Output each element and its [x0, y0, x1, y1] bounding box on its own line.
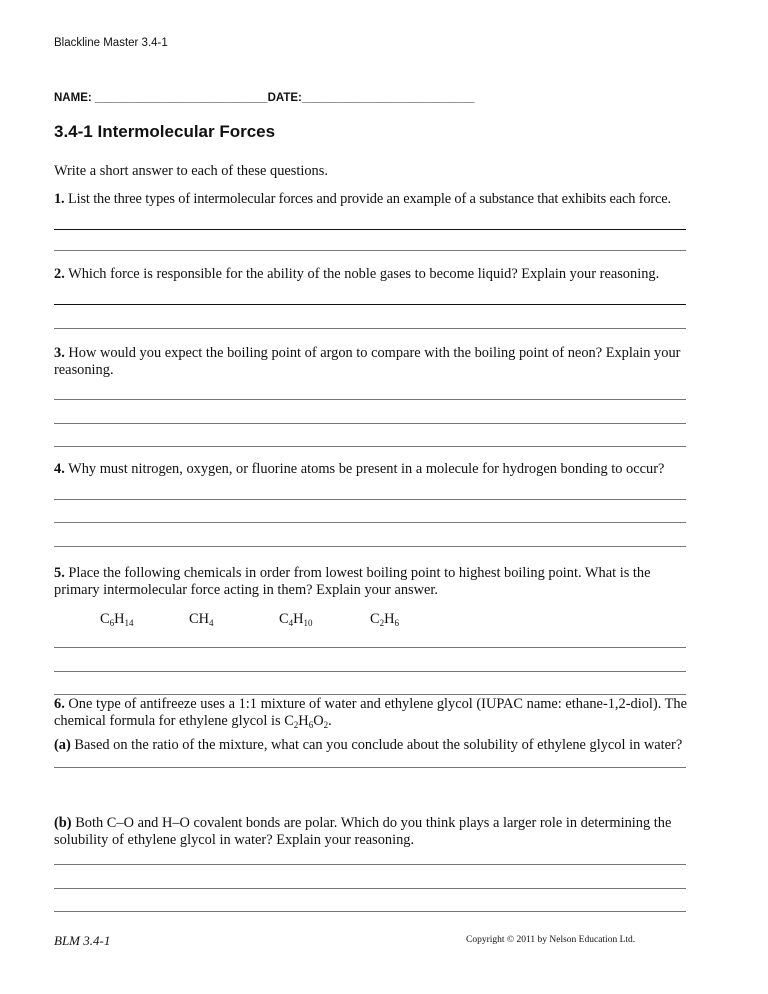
answer-line — [54, 694, 686, 695]
formula-part: H — [114, 611, 125, 627]
formula-subscript: 2 — [323, 720, 329, 730]
formula-subscript: 6 — [109, 618, 115, 628]
question-text: Place the following chemicals in order from lowest boiling point to highest boiling point. What is the primary intermolecular force acting in them? Explain your answer. — [54, 565, 651, 598]
question-number: 2. — [54, 266, 65, 282]
question-number: 3. — [54, 345, 65, 361]
answer-line — [54, 522, 686, 523]
part-label: (b) — [54, 815, 72, 831]
formula-part: CH — [189, 611, 209, 627]
answer-line — [54, 911, 686, 912]
formula-methane — [189, 611, 214, 628]
question-number: 6. — [54, 696, 65, 712]
answer-line — [54, 864, 686, 865]
formula-ethane — [370, 611, 399, 628]
formula-part: C — [284, 713, 294, 729]
question-1 — [54, 191, 694, 208]
formula-butane — [279, 611, 313, 628]
question-4 — [54, 461, 694, 478]
question-number: 4. — [54, 461, 65, 477]
formula-subscript: 4 — [209, 618, 214, 628]
part-text: Both C–O and H–O covalent bonds are polar. Which do you think plays a larger role in determining the solubility of ethylene glycol in water? Explain your reasoning. — [54, 815, 672, 848]
formula-row — [54, 611, 694, 628]
worksheet-body — [54, 163, 694, 912]
part-text: Based on the ratio of the mixture, what can you conclude about the solubility of ethylene glycol in water? — [74, 737, 683, 753]
question-6a — [54, 737, 694, 754]
question-text: Which force is responsible for the ability of the noble gases to become liquid? Explain your reasoning. — [68, 266, 660, 282]
formula-subscript: 10 — [303, 618, 313, 628]
question-3 — [54, 345, 694, 379]
answer-line — [54, 671, 686, 672]
page-title: 3.4-1 Intermolecular Forces — [54, 122, 276, 141]
answer-line — [54, 546, 686, 547]
date-field: DATE:___________________________ — [267, 92, 475, 104]
question-2 — [54, 266, 694, 283]
formula-part: H — [384, 611, 395, 627]
name-field: NAME: ___________________________ — [54, 92, 268, 104]
question-6b — [54, 815, 694, 849]
formula-subscript: 2 — [293, 720, 299, 730]
answer-line — [54, 446, 686, 447]
answer-line — [54, 767, 686, 768]
formula-subscript: 6 — [394, 618, 400, 628]
question-text: How would you expect the boiling point of argon to compare with the boiling point of neon? Explain your reasoning. — [54, 345, 681, 378]
formula-part: H — [293, 611, 304, 627]
formula-hexane — [100, 611, 134, 628]
formula-subscript: 4 — [288, 618, 294, 628]
formula-subscript: 2 — [379, 618, 385, 628]
formula-part: H — [298, 713, 309, 729]
answer-line — [54, 304, 686, 305]
formula-part: C — [370, 611, 380, 627]
name-date-fields — [54, 92, 475, 104]
footer-copyright: Copyright © 2011 by Nelson Education Ltd. — [466, 935, 636, 945]
answer-line — [54, 888, 686, 889]
answer-line — [54, 647, 686, 648]
answer-line — [54, 229, 686, 230]
part-label: (a) — [54, 737, 71, 753]
question-number: 5. — [54, 565, 65, 581]
formula-part: O — [313, 713, 324, 729]
question-5 — [54, 565, 694, 599]
answer-line — [54, 250, 686, 251]
question-text: One type of antifreeze uses a 1:1 mixture of water and ethylene glycol (IUPAC name: ethane-1,2-diol). The chemical formula for ethylene glycol is — [54, 696, 687, 729]
formula-part: . — [328, 713, 332, 729]
formula-part: C — [279, 611, 289, 627]
formula-subscript: 6 — [308, 720, 314, 730]
answer-line — [54, 399, 686, 400]
question-6 — [54, 696, 694, 730]
formula-subscript: 14 — [124, 618, 134, 628]
answer-line — [54, 328, 686, 329]
footer-blm-label: BLM 3.4-1 — [54, 933, 111, 948]
question-number: 1. — [54, 191, 65, 207]
answer-line — [54, 423, 686, 424]
answer-line — [54, 499, 686, 500]
blackline-master-label: Blackline Master 3.4-1 — [54, 37, 168, 49]
formula-part: C — [100, 611, 110, 627]
instructions: Write a short answer to each of these questions. — [54, 163, 328, 179]
question-text: List the three types of intermolecular forces and provide an example of a substance that exhibits each force. — [67, 191, 671, 207]
question-text: Why must nitrogen, oxygen, or fluorine atoms be present in a molecule for hydrogen bonding to occur? — [68, 461, 665, 477]
